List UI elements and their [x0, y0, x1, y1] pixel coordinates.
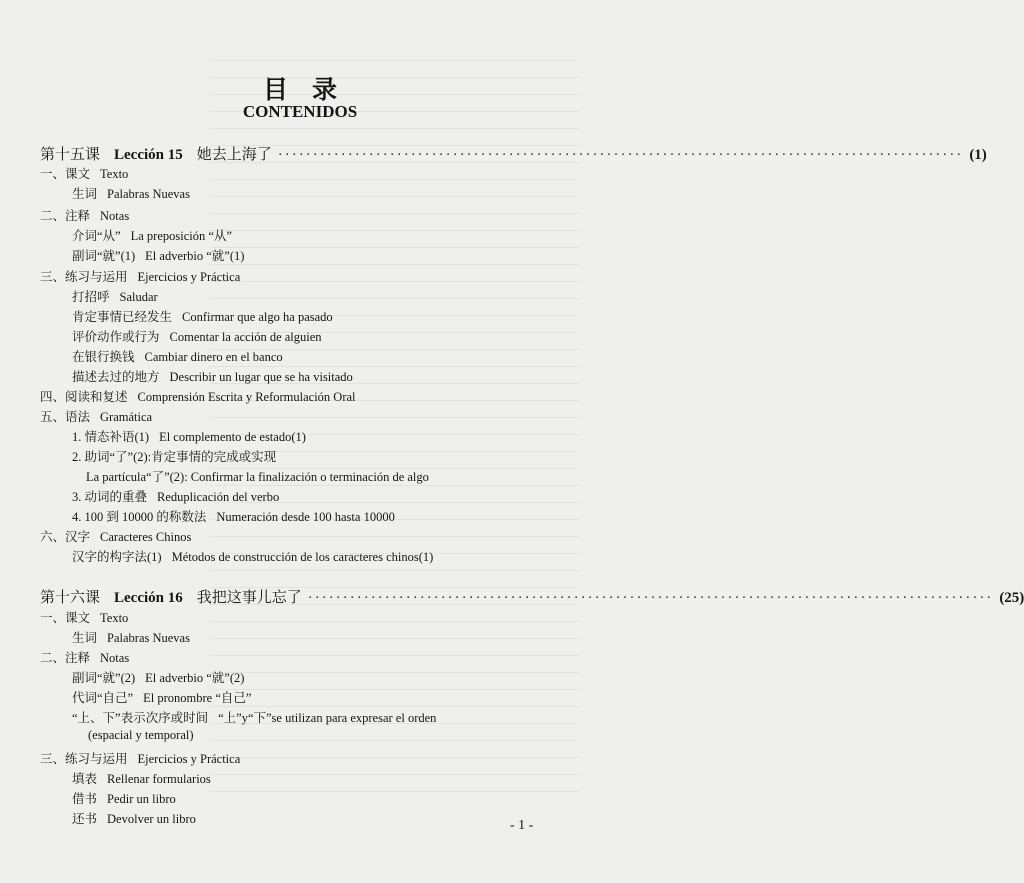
lesson-number: 第十五课 — [40, 147, 101, 163]
toc-entry[interactable] — [88, 728, 194, 743]
toc-entry[interactable] — [40, 608, 128, 626]
entry-spanish: Numeración desde 100 hasta 10000 — [216, 510, 395, 524]
entry-spanish: El pronombre “自己” — [143, 691, 252, 705]
toc-title-chinese: 目录 — [262, 75, 361, 104]
entry-chinese: 生词 — [72, 631, 98, 645]
lesson-title-chinese: 她去上海了 — [196, 147, 272, 163]
entry-spanish: Caracteres Chinos — [100, 530, 192, 544]
entry-spanish: El adverbio “就”(2) — [145, 671, 245, 685]
toc-entry[interactable] — [72, 427, 306, 445]
entry-spanish: El adverbio “就”(1) — [145, 249, 245, 263]
entry-chinese: 代词“自己” — [72, 691, 134, 705]
page-number: - 1 - — [510, 818, 534, 833]
entry-spanish: Palabras Nuevas — [107, 187, 190, 201]
entry-spanish: (espacial y temporal) — [88, 728, 194, 742]
entry-chinese: 副词“就”(2) — [72, 671, 136, 685]
entry-spanish: Cambiar dinero en el banco — [144, 350, 283, 364]
entry-chinese: 生词 — [72, 187, 98, 201]
toc-title-spanish: CONTENIDOS — [242, 102, 358, 121]
toc-entry[interactable] — [72, 547, 433, 565]
entry-chinese: 打招呼 — [72, 290, 110, 304]
entry-spanish: Saludar — [119, 290, 158, 304]
toc-entry[interactable] — [86, 467, 429, 485]
toc-entry[interactable] — [72, 809, 196, 827]
entry-spanish: Métodos de construcción de los caracteres chinos(1) — [171, 550, 434, 564]
toc-entry[interactable] — [72, 628, 190, 646]
leader-dots: ·································································································· — [307, 590, 994, 606]
entry-chinese: 二、注释 — [40, 209, 91, 223]
toc-entry[interactable] — [40, 387, 356, 405]
toc-entry[interactable] — [72, 307, 333, 325]
toc-entry[interactable] — [72, 668, 244, 686]
lesson-16-heading[interactable] — [40, 586, 1024, 607]
entry-spanish: Pedir un libro — [107, 792, 176, 806]
toc-entry[interactable] — [72, 287, 158, 305]
entry-spanish: Notas — [100, 651, 130, 665]
entry-spanish: El complemento de estado(1) — [159, 430, 306, 444]
entry-spanish: Gramática — [100, 410, 153, 424]
entry-chinese: 4. 100 到 10000 的称数法 — [72, 510, 207, 524]
entry-spanish: Comentar la acción de alguien — [169, 330, 322, 344]
toc-entry[interactable] — [72, 708, 436, 726]
toc-entry[interactable] — [72, 327, 322, 345]
entry-spanish: Describir un lugar que se ha visitado — [169, 370, 353, 384]
lesson-number: 第十六课 — [40, 590, 101, 606]
toc-entry[interactable] — [72, 367, 353, 385]
entry-chinese: 四、阅读和复述 — [40, 390, 128, 404]
toc-entry[interactable] — [72, 507, 395, 525]
lesson-title-spanish: Lección 15 — [114, 147, 183, 163]
lesson-title-spanish: Lección 16 — [114, 590, 183, 606]
toc-entry[interactable] — [72, 347, 283, 365]
entry-chinese: “上、下”表示次序或时间 — [72, 711, 209, 725]
toc-entry[interactable] — [40, 527, 191, 545]
entry-chinese: 六、汉字 — [40, 530, 91, 544]
entry-spanish: Ejercicios y Práctica — [137, 752, 241, 766]
entry-spanish: La partícula“了”(2): Confirmar la finalización o terminación de algo — [86, 470, 429, 484]
entry-spanish: Ejercicios y Práctica — [137, 270, 241, 284]
lesson-15-heading[interactable] — [40, 143, 987, 164]
entry-chinese: 填表 — [72, 772, 98, 786]
entry-chinese: 3. 动词的重叠 — [72, 490, 148, 504]
toc-entry[interactable] — [72, 184, 190, 202]
entry-chinese: 肯定事情已经发生 — [72, 310, 173, 324]
lesson-page-number: (1) — [969, 147, 987, 163]
lesson-title-chinese: 我把这事儿忘了 — [196, 590, 302, 606]
entry-spanish: Palabras Nuevas — [107, 631, 190, 645]
toc-entry[interactable] — [72, 789, 176, 807]
toc-entry[interactable] — [72, 688, 251, 706]
entry-chinese: 一、课文 — [40, 611, 91, 625]
toc-entry[interactable] — [40, 267, 240, 285]
entry-chinese: 二、注释 — [40, 651, 91, 665]
entry-chinese: 评价动作或行为 — [72, 330, 160, 344]
entry-chinese: 汉字的构字法(1) — [72, 550, 162, 564]
toc-entry[interactable] — [40, 164, 128, 182]
entry-chinese: 2. 助词“了”(2):肯定事情的完成或实现 — [72, 450, 277, 464]
toc-entry[interactable] — [72, 447, 276, 465]
leader-dots: ·································································································· — [277, 147, 964, 163]
toc-entry[interactable] — [40, 648, 129, 666]
lesson-page-number: (25) — [999, 590, 1024, 606]
entry-spanish: Texto — [100, 611, 129, 625]
entry-chinese: 三、练习与运用 — [40, 752, 128, 766]
entry-spanish: Rellenar formularios — [107, 772, 211, 786]
entry-chinese: 三、练习与运用 — [40, 270, 128, 284]
entry-spanish: “上”y“下”se utilizan para expresar el orden — [218, 711, 437, 725]
toc-entry[interactable] — [72, 487, 279, 505]
entry-chinese: 还书 — [72, 812, 98, 826]
entry-spanish: Devolver un libro — [107, 812, 196, 826]
entry-chinese: 副词“就”(1) — [72, 249, 136, 263]
entry-spanish: Notas — [100, 209, 130, 223]
entry-chinese: 介词“从” — [72, 229, 121, 243]
toc-entry[interactable] — [40, 407, 152, 425]
entry-chinese: 1. 情态补语(1) — [72, 430, 150, 444]
entry-spanish: Texto — [100, 167, 129, 181]
toc-entry[interactable] — [40, 749, 240, 767]
toc-entry[interactable] — [72, 769, 211, 787]
entry-chinese: 借书 — [72, 792, 98, 806]
entry-spanish: Comprensión Escrita y Reformulación Oral — [137, 390, 356, 404]
entry-spanish: Reduplicación del verbo — [157, 490, 280, 504]
entry-chinese: 在银行换钱 — [72, 350, 135, 364]
entry-spanish: Confirmar que algo ha pasado — [182, 310, 333, 324]
toc-entry[interactable] — [40, 206, 129, 224]
entry-chinese: 五、语法 — [40, 410, 91, 424]
entry-chinese: 描述去过的地方 — [72, 370, 160, 384]
toc-entry[interactable] — [72, 226, 232, 244]
toc-entry[interactable] — [72, 246, 244, 264]
entry-chinese: 一、课文 — [40, 167, 91, 181]
entry-spanish: La preposición “从” — [130, 229, 232, 243]
